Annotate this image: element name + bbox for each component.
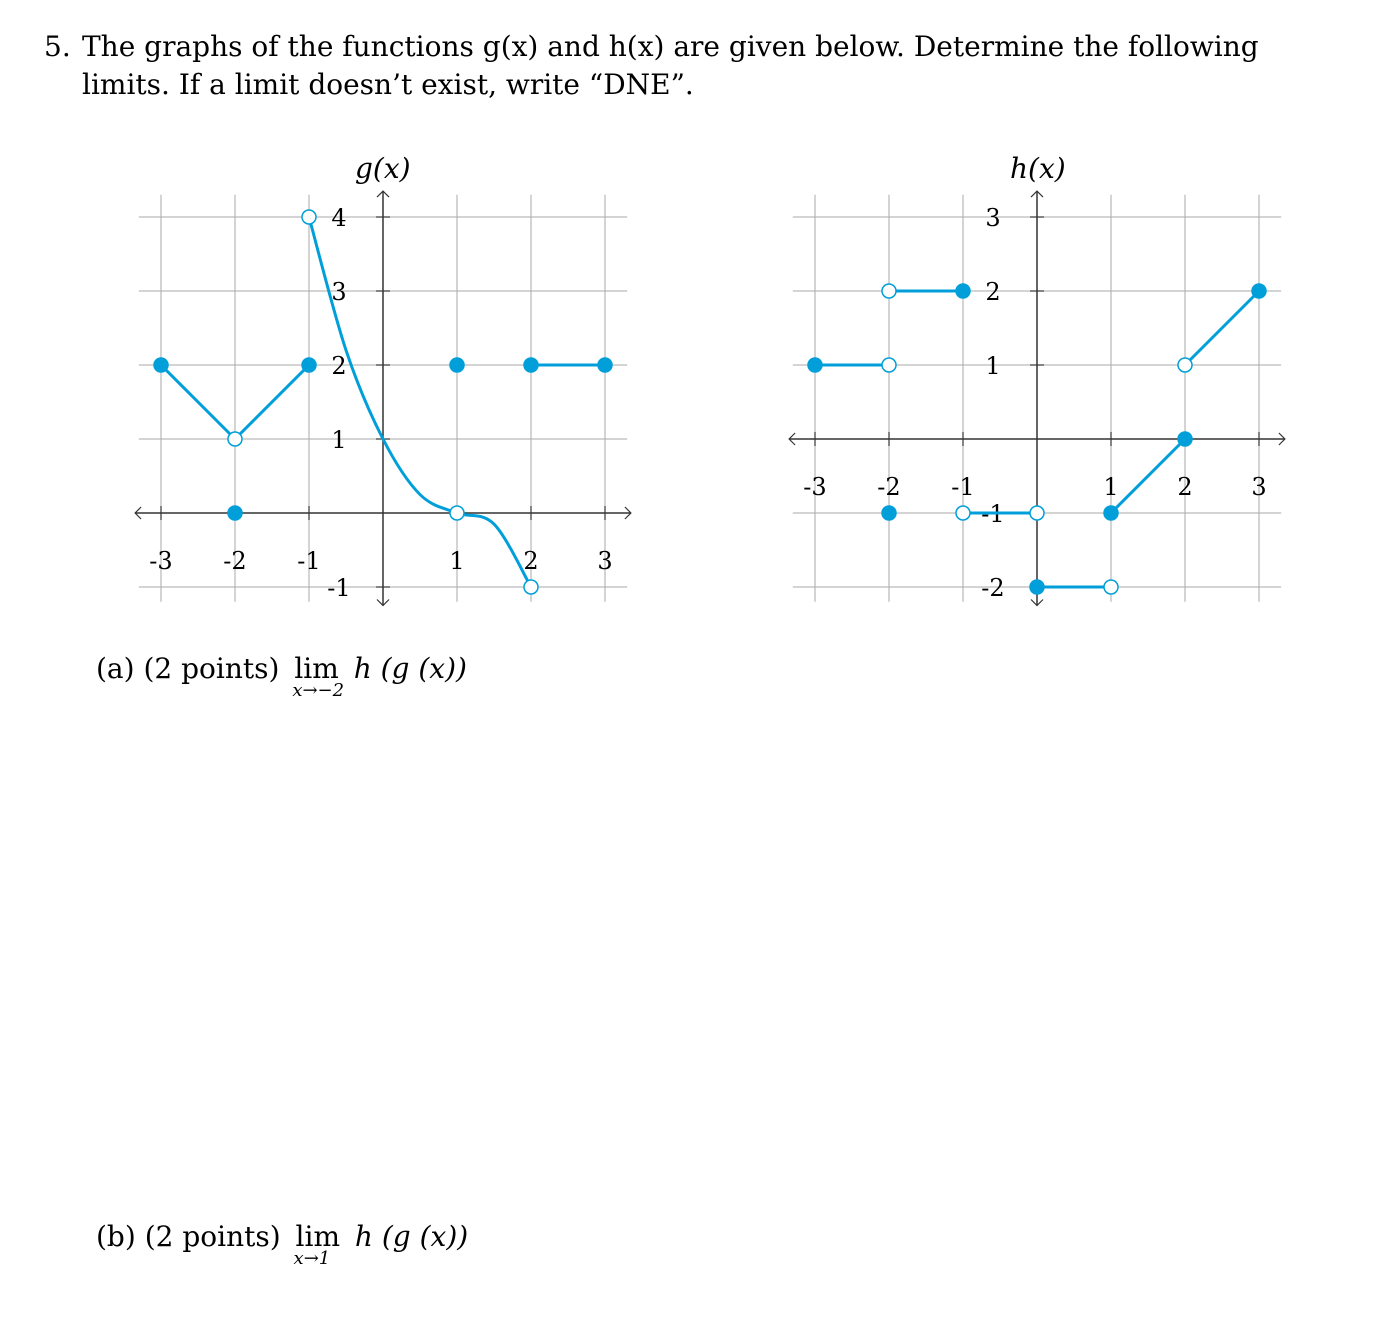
h-graph-title: h(x) (1010, 152, 1066, 185)
h-filled-point (1178, 432, 1192, 446)
part-b-label: (b) (96, 1220, 136, 1253)
g-open-point (302, 210, 316, 224)
g-open-point (450, 506, 464, 520)
g-filled-point (450, 358, 464, 372)
g-x-tick-label: -3 (149, 547, 173, 575)
part-a-expression: h (g (x)) (353, 652, 467, 685)
g-open-point (524, 580, 538, 594)
h-y-tick-label: -1 (981, 500, 1005, 528)
problem-text: The graphs of the functions g(x) and h(x) are given below. Determine the following limits. If a limit doesn’t exist, write “DNE”. (82, 30, 1259, 101)
part-a-lim-word: lim (294, 652, 339, 685)
h-x-tick-label: -3 (803, 473, 827, 501)
part-b-expression: h (g (x)) (354, 1220, 469, 1253)
h-x-tick-label: -2 (877, 473, 901, 501)
g-x-tick-label: 1 (449, 547, 465, 575)
h-y-tick-label: 3 (985, 204, 1001, 232)
g-filled-point (524, 358, 538, 372)
h-open-point (882, 358, 896, 372)
h-open-point (882, 284, 896, 298)
h-x-tick-label: 2 (1177, 473, 1193, 501)
h-curve-segment (1185, 291, 1259, 365)
g-open-point (228, 432, 242, 446)
g-y-tick-label: 1 (331, 426, 347, 454)
g-curve-segment (309, 217, 531, 587)
g-graph-title: g(x) (355, 152, 411, 185)
problem-number: 5. (44, 30, 71, 63)
h-y-tick-label: -2 (981, 574, 1005, 602)
h-x-tick-label: -1 (951, 473, 975, 501)
g-curve-segment (235, 365, 309, 439)
g-x-tick-label: 3 (597, 547, 613, 575)
h-curve-segment (1111, 439, 1185, 513)
h-filled-point (1252, 284, 1266, 298)
part-a (96, 652, 467, 701)
h-open-point (1104, 580, 1118, 594)
h-filled-point (1104, 506, 1118, 520)
part-a-limit (292, 652, 345, 701)
g-filled-point (302, 358, 316, 372)
h-filled-point (808, 358, 822, 372)
h-filled-point (956, 284, 970, 298)
g-filled-point (598, 358, 612, 372)
g-y-tick-label: 3 (331, 278, 347, 306)
h-filled-point (1030, 580, 1044, 594)
g-y-tick-label: 4 (331, 204, 347, 232)
part-b-points: (2 points) (144, 1220, 281, 1253)
g-x-tick-label: -1 (297, 547, 321, 575)
h-x-tick-label: 1 (1103, 473, 1119, 501)
part-b (96, 1220, 469, 1269)
g-curve-segment (161, 365, 235, 439)
part-b-approach: x→1 (293, 1248, 331, 1269)
part-a-label: (a) (96, 652, 135, 685)
g-y-tick-label: -1 (327, 574, 351, 602)
h-filled-point (882, 506, 896, 520)
g-x-tick-label: 2 (523, 547, 539, 575)
h-y-tick-label: 1 (985, 352, 1001, 380)
h-open-point (956, 506, 970, 520)
part-b-limit (293, 1220, 341, 1269)
h-y-tick-label: 2 (985, 278, 1001, 306)
h-open-point (1030, 506, 1044, 520)
g-x-tick-label: -2 (223, 547, 247, 575)
h-open-point (1178, 358, 1192, 372)
h-x-tick-label: 3 (1251, 473, 1267, 501)
part-a-approach: x→−2 (292, 680, 345, 701)
g-y-tick-label: 2 (331, 352, 347, 380)
part-b-lim-word: lim (295, 1220, 341, 1253)
g-filled-point (228, 506, 242, 520)
part-a-points: (2 points) (143, 652, 280, 685)
g-filled-point (154, 358, 168, 372)
